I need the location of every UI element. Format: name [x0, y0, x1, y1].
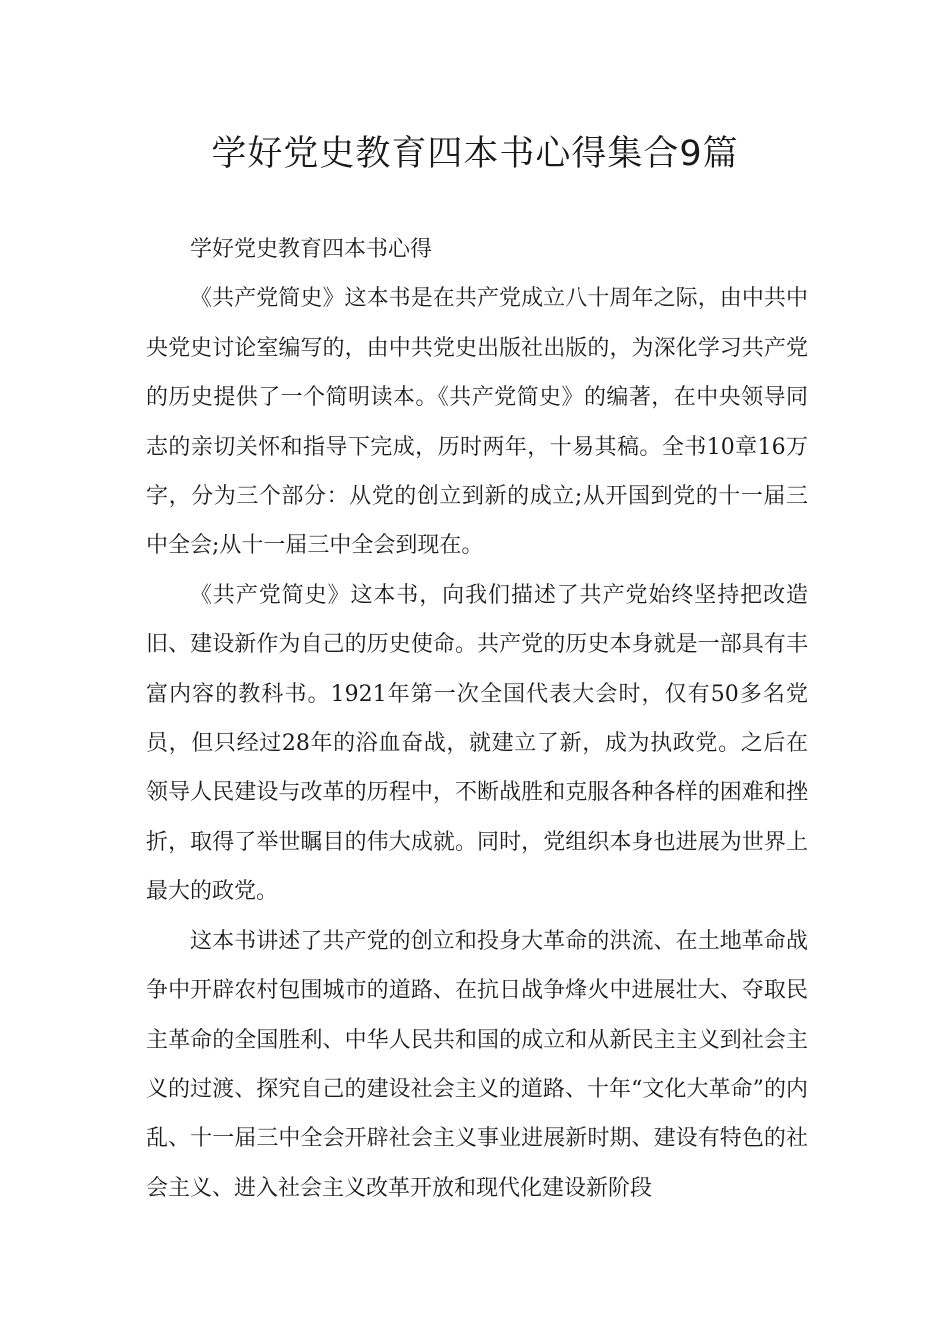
- paragraph-2: 《共产党简史》这本书，向我们描述了共产党始终坚持把改造旧、建设新作为自己的历史使命。共产党的历史本身就是一部具有丰富内容的教科书。1921年第一次全国代表大会时，仅有50多名党员，但只经过28年的浴血奋战，就建立了新，成为执政党。之后在领导人民建设与改革的历程中，不断战胜和克服各种各样的困难和挫折，取得了举世瞩目的伟大成就。同时，党组织本身也进展为世界上最大的政党。: [146, 582, 808, 905]
- paragraph-1: 《共产党简史》这本书是在共产党成立八十周年之际，由中共中央党史讨论室编写的，由中共党史出版社出版的，为深化学习共产党的历史提供了一个简明读本。《共产党简史》的编著，在中央领导同志的亲切关怀和指导下完成，历时两年，十易其稿。全书10章16万字，分为三个部分：从党的创立到新的成立;从开国到党的十一届三中全会;从十一届三中全会到现在。: [146, 286, 808, 559]
- document-body: [146, 225, 808, 1213]
- document-title: 学好党史教育四本书心得集合9篇: [211, 134, 739, 174]
- paragraph-3: 这本书讲述了共产党的创立和投身大革命的洪流、在土地革命战争中开辟农村包围城市的道路、在抗日战争烽火中进展壮大、夺取民主革命的全国胜利、中华人民共和国的成立和从新民主主义到社会主义的过渡、探究自己的建设社会主义的道路、十年“文化大革命”的内乱、十一届三中全会开辟社会主义事业进展新时期、建设有特色的社会主义、进入社会主义改革开放和现代化建设新阶段: [146, 928, 808, 1201]
- section-heading: 学好党史教育四本书心得: [190, 237, 433, 262]
